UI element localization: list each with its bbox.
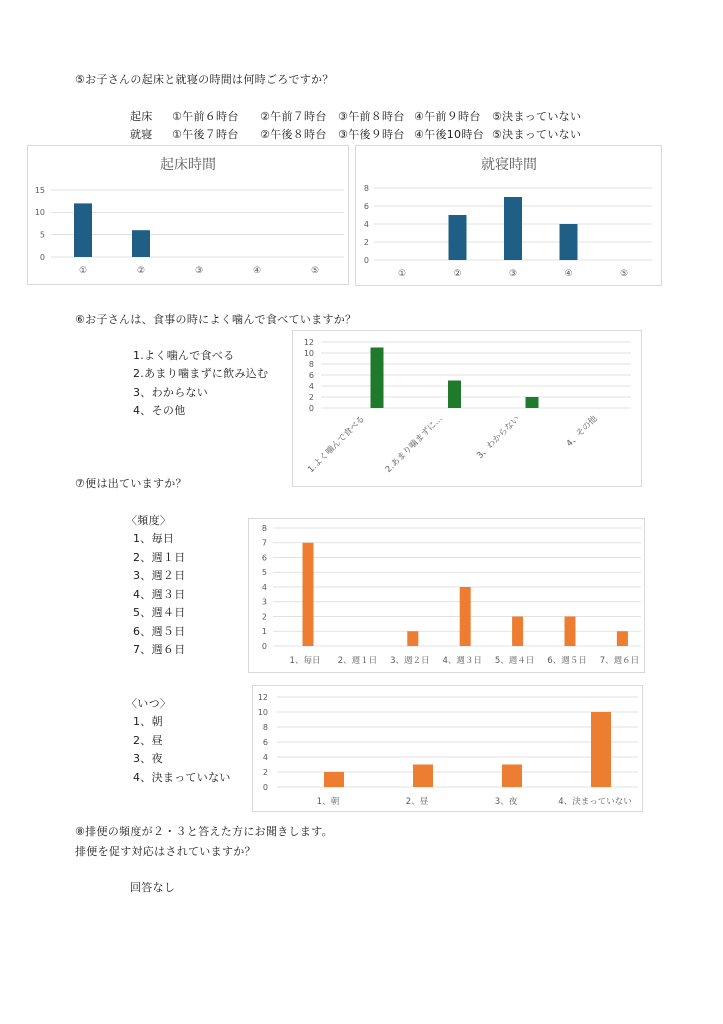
stool-frequency-chart-y-tick-label: 0: [261, 641, 267, 651]
wake-time-chart-bar: [74, 203, 92, 257]
stool-frequency-chart-bar: [303, 543, 314, 646]
chewing-chart-x-tick-label: 2.あまり噛まずに…: [383, 414, 445, 475]
wake-time-chart-y-tick-label: 0: [39, 252, 45, 262]
stool-timing-chart-y-tick-label: 8: [262, 722, 268, 732]
frequency-option: 6、週５日: [133, 624, 186, 638]
wake-time-chart-x-tick-label: ①: [78, 266, 88, 276]
bedtime-option: ③午後９時台: [338, 128, 405, 141]
wake-time-chart-plot: [28, 146, 348, 284]
bedtime-chart-x-tick-label: ①: [397, 269, 407, 279]
bedtime-chart-x-tick-label: ②: [453, 269, 462, 279]
wake-time-chart-x-tick-label: ⑤: [310, 266, 320, 276]
question-8-line: 排便を促す対応はされていますか？: [75, 845, 256, 858]
frequency-options-list: [133, 530, 186, 660]
time-options-legend: [130, 108, 600, 144]
stool-frequency-chart-bar: [512, 617, 523, 647]
stool-frequency-chart-bar: [460, 587, 471, 646]
chewing-chart-x-tick-label: 4、その他: [564, 414, 600, 449]
frequency-subheading: 〈頻度〉: [126, 514, 172, 527]
stool-timing-chart-y-tick-label: 12: [257, 692, 268, 702]
bedtime-chart-bar: [449, 215, 467, 260]
frequency-option: 7、週６日: [133, 643, 186, 656]
bedtime-chart-bar: [560, 224, 578, 260]
chewing-chart-y-tick-label: 10: [303, 348, 314, 358]
timing-option: 2、昼: [133, 733, 163, 747]
bedtime-option: ④午後10時台: [414, 128, 484, 141]
wake-time-chart-x-tick-label: ④: [252, 266, 262, 276]
stool-frequency-chart-x-tick-label: 7、週６日: [599, 656, 640, 666]
stool-timing-chart-bar: [413, 765, 433, 788]
stool-frequency-chart-y-tick-label: 5: [261, 568, 267, 578]
stool-frequency-chart-bar: [407, 631, 418, 646]
stool-frequency-chart-y-tick-label: 4: [261, 582, 267, 592]
stool-timing-chart-y-tick-label: 0: [262, 782, 268, 792]
stool-timing-chart-y-tick-label: 10: [257, 707, 268, 717]
bedtime-chart-bar: [504, 197, 522, 260]
wake-option: ③午前８時台: [338, 110, 405, 123]
wake-option: ⑤決まっていない: [492, 110, 582, 123]
chewing-chart-y-tick-label: 12: [303, 337, 314, 347]
chewing-chart-y-tick-label: 8: [308, 359, 314, 369]
bedtime-chart: [355, 145, 662, 286]
stool-frequency-chart-x-tick-label: 4、週３日: [442, 656, 482, 666]
stool-frequency-chart-y-tick-label: 1: [261, 627, 267, 637]
bedtime-chart-plot: [356, 146, 661, 285]
stool-timing-chart-plot: [253, 686, 642, 811]
stool-frequency-chart-y-tick-label: 2: [261, 612, 267, 622]
wake-option: ④午前９時台: [414, 110, 481, 123]
timing-option: 1、朝: [133, 715, 163, 728]
chewing-option: 1.よく噛んで食べる: [133, 349, 235, 362]
chewing-chart-x-tick-label: 3、わからない: [475, 414, 523, 462]
bedtime-chart-y-tick-label: 6: [363, 201, 369, 211]
wake-time-chart-x-tick-label: ③: [194, 266, 204, 276]
frequency-option: 2、週１日: [133, 550, 186, 564]
chewing-chart-y-tick-label: 2: [308, 392, 314, 402]
bedtime-option: ①午後７時台: [172, 128, 239, 141]
stool-timing-chart-x-tick-label: 2、昼: [405, 797, 429, 807]
stool-frequency-chart-x-tick-label: 5、週４日: [494, 656, 535, 666]
bedtime-chart-title: 就寝時間: [481, 157, 537, 173]
stool-timing-chart-bar: [324, 772, 344, 787]
chewing-chart-x-tick-label: 1.よく噛んで食べる: [306, 414, 368, 475]
chewing-chart-bar: [371, 348, 384, 409]
wake-time-chart-bar: [132, 230, 150, 257]
bedtime-chart-y-tick-label: 4: [363, 219, 369, 229]
wake-time-chart-title: 起床時間: [160, 157, 216, 173]
stool-timing-chart-bar: [502, 765, 522, 788]
stool-frequency-chart-plot: [249, 519, 644, 672]
bedtime-chart-x-tick-label: ⑤: [619, 269, 629, 279]
wake-time-chart-y-tick-label: 15: [34, 185, 45, 195]
timing-subheading: 〈いつ〉: [126, 697, 172, 710]
stool-timing-chart: [252, 685, 643, 812]
stool-frequency-chart-y-tick-label: 6: [261, 553, 267, 563]
bedtime-options-row: [130, 126, 600, 144]
stool-frequency-chart-bar: [617, 631, 628, 646]
chewing-option: 4、その他: [133, 403, 186, 417]
stool-frequency-chart-x-tick-label: 3、週２日: [390, 656, 430, 666]
question-6-heading: ⑥お子さんは、食事の時によく噛んで食べていますか？: [75, 313, 357, 326]
frequency-option: 5、週４日: [133, 606, 186, 619]
stool-timing-chart-x-tick-label: 1、朝: [316, 797, 340, 807]
stool-frequency-chart-y-tick-label: 3: [261, 597, 267, 607]
chewing-chart-plot: [293, 331, 641, 486]
chewing-chart-bar: [526, 397, 539, 408]
stool-frequency-chart-x-tick-label: 1、毎日: [289, 656, 321, 666]
timing-option: 3、夜: [133, 752, 163, 766]
wake-options-row: [130, 108, 600, 126]
stool-timing-chart-y-tick-label: 4: [262, 752, 268, 762]
bedtime-option: ②午後８時台: [260, 128, 327, 141]
stool-frequency-chart-x-tick-label: 6、週５日: [547, 656, 587, 666]
wake-option: ②午前７時台: [260, 110, 327, 123]
chewing-options-list: [133, 347, 268, 420]
stool-timing-chart-x-tick-label: 3、夜: [494, 797, 518, 807]
chewing-chart-bar: [448, 381, 461, 409]
chewing-option: 3、わからない: [133, 385, 209, 399]
stool-timing-chart-y-tick-label: 2: [262, 767, 268, 777]
bedtime-chart-y-tick-label: 8: [363, 183, 369, 193]
question-5-heading: ⑤お子さんの起床と就寝の時間は何時ごろですか？: [75, 73, 334, 86]
question-8-heading: [75, 822, 333, 862]
stool-frequency-chart-y-tick-label: 8: [261, 523, 267, 533]
chewing-chart-y-tick-label: 6: [308, 370, 314, 380]
wake-row-label: 起床: [130, 110, 153, 123]
stool-frequency-chart-y-tick-label: 7: [261, 538, 267, 548]
question-8-line: ⑧排便の頻度が２・３と答えた方にお聞きします。: [75, 825, 333, 838]
chewing-chart: [292, 330, 642, 487]
wake-time-chart-x-tick-label: ②: [136, 266, 146, 276]
wake-time-chart-y-tick-label: 10: [34, 208, 45, 218]
wake-option: ①午前６時台: [172, 110, 239, 123]
bedtime-chart-y-tick-label: 0: [363, 255, 369, 265]
stool-frequency-chart: [248, 518, 645, 673]
stool-frequency-chart-x-tick-label: 2、週１日: [337, 656, 378, 666]
frequency-option: 4、週３日: [133, 587, 186, 601]
bedtime-option: ⑤決まっていない: [492, 128, 582, 141]
question-8-answer: 回答なし: [130, 881, 176, 894]
bedtime-chart-y-tick-label: 2: [363, 237, 369, 247]
frequency-option: 1、毎日: [133, 532, 175, 545]
bedtime-chart-x-tick-label: ④: [564, 269, 573, 279]
timing-options-list: [133, 713, 231, 788]
chewing-option: 2.あまり噛まずに飲み込む: [133, 367, 269, 381]
question-7-heading: ⑦便は出ていますか？: [75, 477, 187, 490]
stool-timing-chart-x-tick-label: 4、決まっていない: [558, 797, 632, 807]
stool-frequency-chart-bar: [565, 617, 576, 647]
stool-timing-chart-bar: [591, 712, 611, 787]
chewing-chart-y-tick-label: 0: [308, 403, 314, 413]
wake-time-chart-y-tick-label: 5: [39, 230, 45, 240]
bedtime-row-label: 就寝: [130, 128, 153, 141]
timing-option: 4、決まっていない: [133, 771, 231, 785]
bedtime-chart-x-tick-label: ③: [508, 269, 518, 279]
wake-time-chart: [27, 145, 349, 285]
frequency-option: 3、週２日: [133, 569, 186, 582]
stool-timing-chart-y-tick-label: 6: [262, 737, 268, 747]
chewing-chart-y-tick-label: 4: [308, 381, 314, 391]
